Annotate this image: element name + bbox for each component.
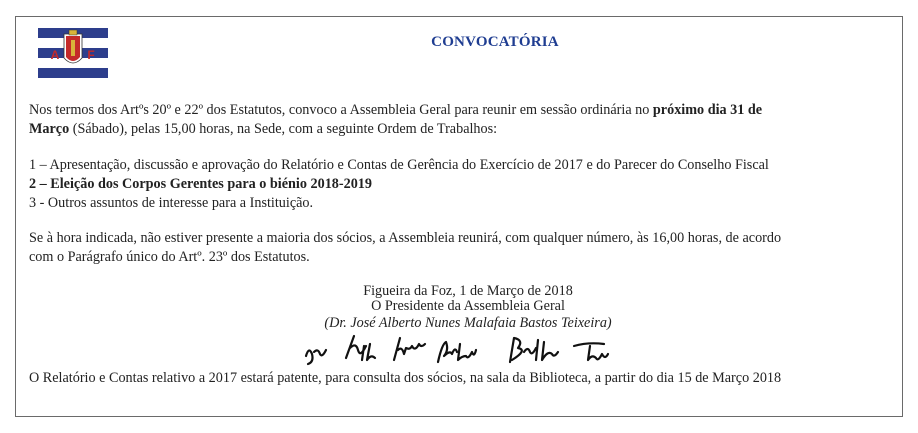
agenda-list bbox=[29, 156, 769, 213]
logo-letter-f: F bbox=[87, 48, 95, 62]
place-date: Figueira da Foz, 1 de Março de 2018 bbox=[363, 283, 573, 299]
meeting-month-bold: Março bbox=[29, 121, 70, 137]
handwritten-signature bbox=[298, 332, 638, 368]
quorum-line1: Se à hora indicada, não estiver presente a maioria dos sócios, a Assembleia reunirá, com qualquer número, às 16,00 horas, de acordo bbox=[29, 230, 782, 246]
agenda-item-2: 2 – Eleição dos Corpos Gerentes para o biénio 2018-2019 bbox=[29, 176, 372, 192]
meeting-date-bold: próximo dia 31 de bbox=[652, 102, 763, 118]
intro-line2: (Sábado), pelas 15,00 horas, na Sede, com a seguinte Ordem de Trabalhos: bbox=[69, 121, 498, 137]
president-name: (Dr. José Alberto Nunes Malafaia Bastos Teixeira) bbox=[324, 315, 612, 331]
intro-paragraph bbox=[29, 101, 762, 139]
agenda-item-3: 3 - Outros assuntos de interesse para a Instituição. bbox=[29, 195, 314, 211]
president-role: O Presidente da Assembleia Geral bbox=[371, 298, 565, 314]
agenda-item-1: 1 – Apresentação, discussão e aprovação do Relatório e Contas de Gerência do Exercício de 2017 e do Parecer do Conselho Fiscal bbox=[29, 157, 769, 173]
logo-letter-a: A bbox=[50, 48, 60, 62]
quorum-line2: com o Parágrafo único do Artº. 23º dos Estatutos. bbox=[29, 249, 310, 265]
intro-line1: Nos termos dos Artºs 20º e 22º dos Estatutos, convoco a Assembleia Geral para reunir em sessão ordinária no bbox=[29, 102, 653, 118]
report-notice: O Relatório e Contas relativo a 2017 estará patente, para consulta dos sócios, na sala da Biblioteca, a partir do dia 15 de Março 2018 bbox=[29, 370, 782, 386]
quorum-paragraph bbox=[29, 229, 781, 267]
document-title: CONVOCATÓRIA bbox=[431, 34, 559, 50]
association-logo bbox=[38, 28, 108, 78]
